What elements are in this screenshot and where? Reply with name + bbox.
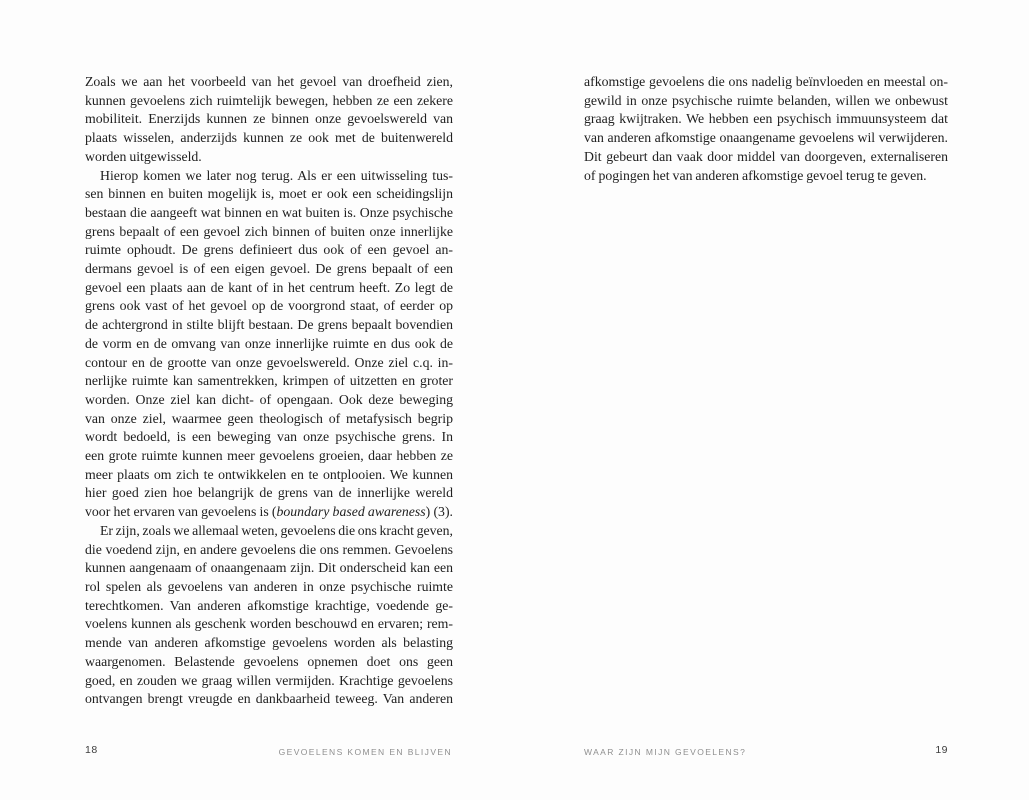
text-run: mobiliteit. Enerzijds kunnen ze binnen onze gevoelswereld van	[85, 111, 453, 127]
text-run: ) (3).	[425, 504, 453, 520]
text-run: meer plaats om zich te ontwikkelen en te ontplooien. We kunnen	[85, 466, 453, 482]
text-run: de vorm en de omvang van onze innerlijke ruimte en dus ook de	[85, 335, 453, 351]
text-line	[85, 241, 453, 260]
text-line	[85, 204, 453, 223]
text-run: ruimte ophoudt. De grens definieert dus ook of een gevoel an-	[85, 242, 453, 258]
text-line	[85, 354, 453, 373]
text-line	[85, 597, 453, 616]
text-line	[85, 129, 453, 148]
right-page-number: 19	[935, 744, 948, 756]
text-run: rol spelen als gevoelens van anderen in onze psychische ruimte	[85, 578, 453, 594]
text-run: dermans gevoel is of een eigen gevoel. De grens bepaalt of een	[85, 261, 453, 277]
right-page-text-column	[584, 73, 948, 185]
text-line	[85, 559, 453, 578]
text-line	[85, 260, 453, 279]
text-run: voor het ervaren van gevoelens is (	[85, 504, 277, 520]
text-run: gevoel een plaats aan de kant of in het centrum heeft. Zo legt de	[85, 279, 453, 295]
text-line	[85, 653, 453, 672]
text-line	[85, 428, 453, 447]
text-run: ontvangen brengt vreugde en dankbaarheid teweeg. Van anderen	[85, 691, 453, 707]
text-line	[85, 484, 453, 503]
text-line	[85, 615, 453, 634]
text-line	[85, 634, 453, 653]
text-run: worden uitgewisseld.	[85, 148, 202, 164]
text-line	[85, 73, 453, 92]
text-line	[85, 541, 453, 560]
text-run: goed, en zouden we graag willen vermijden. Krachtige gevoelens	[85, 672, 453, 688]
text-run: die voedend zijn, en andere gevoelens die ons remmen. Gevoelens	[85, 541, 453, 557]
text-run: worden. Onze ziel kan dicht- of opengaan. Ook deze beweging	[85, 391, 453, 407]
text-line	[584, 148, 948, 167]
text-run: kunnen aangenaam of onaangenaam zijn. Dit onderscheid kan een	[85, 560, 453, 576]
text-run: of pogingen het van anderen afkomstige gevoel terug te geven.	[584, 167, 927, 183]
text-line	[85, 223, 453, 242]
text-run: grens ook vast of het gevoel op de voorgrond staat, of eerder op	[85, 298, 453, 314]
text-line	[584, 110, 948, 129]
text-line	[584, 167, 948, 186]
text-run: nerlijke ruimte kan samentrekken, krimpen of uitzetten en groter	[85, 373, 453, 389]
text-run: mende van anderen afkomstige gevoelens worden als belasting	[85, 635, 453, 651]
text-line	[85, 167, 453, 186]
text-run: graag kwijtraken. We hebben een psychisch immuunsysteem dat	[584, 111, 948, 127]
text-run: hier goed zien hoe belangrijk de grens van de innerlijke wereld	[85, 485, 453, 501]
text-run: van onze ziel, waarmee geen theologisch of metafysisch begrip	[85, 410, 453, 426]
text-run: gewild in onze psychische ruimte belanden, willen we onbewust	[584, 92, 948, 108]
text-line	[85, 297, 453, 316]
text-run: Dit gebeurt dan vaak door middel van doorgeven, externaliseren	[584, 148, 948, 164]
text-run: Zoals we aan het voorbeeld van het gevoel van droefheid zien,	[85, 74, 453, 89]
text-run: grens bepaalt of een gevoel zich binnen of buiten onze innerlijke	[85, 223, 453, 239]
text-line	[85, 335, 453, 354]
text-line	[85, 316, 453, 335]
text-run: sen binnen en buiten mogelijk is, moet er ook een scheidingslijn	[85, 186, 453, 202]
text-run: Er zijn, zoals we allemaal weten, gevoelens die ons kracht geven,	[100, 522, 453, 538]
left-page-text-column	[85, 73, 453, 709]
text-line	[584, 92, 948, 111]
text-line	[85, 391, 453, 410]
text-line	[85, 148, 453, 167]
text-line	[85, 578, 453, 597]
right-running-title: WAAR ZIJN MIJN GEVOELENS?	[584, 747, 747, 757]
text-line	[85, 279, 453, 298]
text-run: bestaan die aangeeft wat binnen en wat buiten is. Onze psychische	[85, 204, 453, 220]
text-run: terechtkomen. Van anderen afkomstige krachtige, voedende ge-	[85, 597, 453, 613]
text-run: de achtergrond in stilte blijft bestaan. De grens bepaalt bovendien	[85, 317, 453, 333]
text-line	[584, 73, 948, 92]
text-run: een grote ruimte kunnen meer gevoelens groeien, daar hebben ze	[85, 448, 453, 464]
text-run: van anderen afkomstige onaangename gevoelens wil verwijderen.	[584, 130, 948, 146]
text-run: wordt bedoeld, is een beweging van onze psychische grens. In	[85, 429, 453, 445]
text-run: voelens kunnen als geschenk worden beschouwd en ervaren; rem-	[85, 616, 453, 632]
text-line	[85, 466, 453, 485]
text-line	[85, 503, 453, 522]
left-page-number: 18	[85, 744, 98, 756]
text-line	[85, 410, 453, 429]
text-run: waargenomen. Belastende gevoelens opnemen doet ons geen	[85, 653, 453, 669]
text-run: kunnen gevoelens zich ruimtelijk bewegen, hebben ze een zekere	[85, 92, 453, 108]
left-running-title: GEVOELENS KOMEN EN BLIJVEN	[278, 747, 452, 757]
text-line	[584, 129, 948, 148]
text-run: Hierop komen we later nog terug. Als er een uitwisseling tus-	[100, 167, 453, 183]
text-run: plaats wisselen, anderzijds kunnen ze ook met de buitenwereld	[85, 130, 453, 146]
text-line	[85, 447, 453, 466]
text-line	[85, 690, 453, 709]
text-line	[85, 92, 453, 111]
text-line	[85, 185, 453, 204]
italic-phrase: boundary based awareness	[276, 504, 426, 520]
text-run: afkomstige gevoelens die ons nadelig beïnvloeden en meestal on-	[584, 74, 948, 89]
text-line	[85, 522, 453, 541]
text-run: contour en de grootte van onze gevoelswereld. Onze ziel c.q. in-	[85, 354, 453, 370]
text-line	[85, 372, 453, 391]
text-line	[85, 110, 453, 129]
text-line	[85, 672, 453, 691]
